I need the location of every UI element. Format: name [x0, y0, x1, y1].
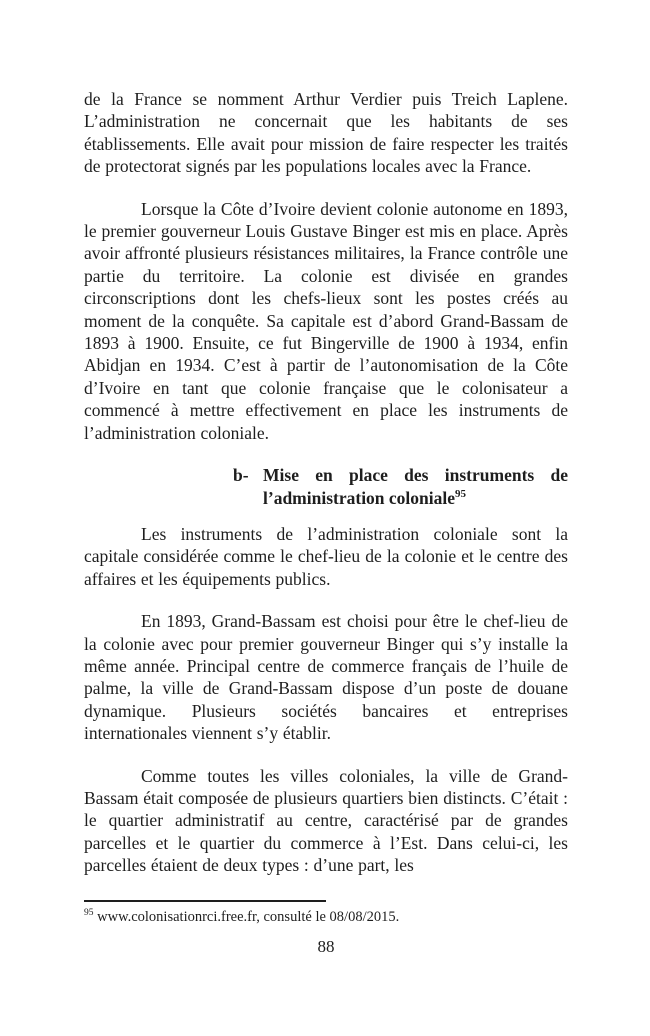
section-heading-text: Mise en place des instruments de l’administration coloniale [263, 465, 568, 508]
paragraph: Comme toutes les villes coloniales, la ville de Grand-Bassam était composée de plusieurs quartiers bien distincts. C’était : le quartier administratif au centre, caractérisé par de grandes parcelles et le quartier du commerce à l’Est. Dans celui-ci, les parcelles étaient de deux types : d’une part, les [84, 765, 568, 876]
paragraph: Lorsque la Côte d’Ivoire devient colonie autonome en 1893, le premier gouverneur Louis Gustave Binger est mis en place. Après avoir affronté plusieurs résistances militaires, la France contrôle une partie du territoire. La colonie est divisée en grandes circonscriptions dont les chefs-lieux sont les postes créés au moment de la conquête. Sa capitale est d’abord Grand-Bassam de 1893 à 1900. Ensuite, ce fut Bingerville de 1900 à 1934, enfin Abidjan en 1934. C’est à partir de l’autonomisation de la Côte d’Ivoire en tant que colonie française que le colonisateur a commencé à mettre effectivement en place les instruments de l’administration coloniale. [84, 198, 568, 443]
footnote-area [84, 900, 568, 927]
section-heading [233, 464, 568, 509]
footnote [84, 908, 568, 927]
paragraph: Les instruments de l’administration coloniale sont la capitale considérée comme le chef-lieu de la colonie et le centre des affaires et les équipements publics. [84, 523, 568, 589]
page-body [84, 88, 568, 897]
footnote-reference: 95 [455, 487, 467, 500]
page-number: 88 [317, 937, 335, 956]
footnote-separator [84, 900, 326, 902]
footnote-marker: 95 [84, 908, 94, 919]
section-heading-label: b- [233, 465, 249, 486]
footnote-text: www.colonisationrci.free.fr, consulté le 08/08/2015. [97, 909, 400, 925]
paragraph-continuation: de la France se nomment Arthur Verdier puis Treich Laplene. L’administration ne concernait que les habitants de ses établissements. Elle avait pour mission de faire respecter les traités de protectorat signés par les populations locales avec la France. [84, 89, 568, 177]
paragraph: En 1893, Grand-Bassam est choisi pour être le chef-lieu de la colonie avec pour premier gouverneur Binger qui s’y installe la même année. Principal centre de commerce français de l’huile de palme, la ville de Grand-Bassam dispose d’un poste de douane dynamique. Plusieurs sociétés bancaires et entreprises internationales viennent s’y établir. [84, 611, 568, 744]
